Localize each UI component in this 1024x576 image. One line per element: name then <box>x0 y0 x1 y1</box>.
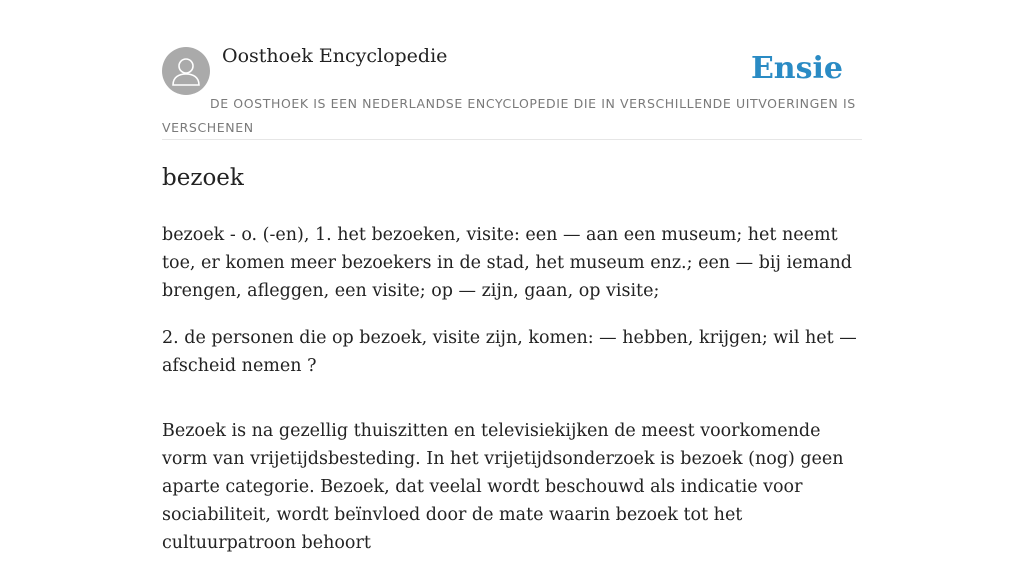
source-description: DE OOSTHOEK IS EEN NEDERLANDSE ENCYCLOPEDIE DIE IN VERSCHILLENDE UITVOERINGEN IS VERSCHENEN <box>162 96 856 135</box>
brand-logo-link[interactable]: Ensie <box>750 51 843 86</box>
article-paragraph: bezoek - o. (-en), 1. het bezoeken, visite: een — aan een museum; het neemt toe, er komen meer bezoekers in de stad, het museum enz.; een — bij iemand brengen, afleggen, een visite; op — zijn, gaan, op visite; <box>162 225 852 301</box>
source-name-link[interactable]: Oosthoek Encyclopedie <box>222 45 448 67</box>
source-header <box>162 40 862 140</box>
article-paragraph: 2. de personen die op bezoek, visite zijn, komen: — hebben, krijgen; wil het — afscheid nemen ? <box>162 328 857 376</box>
user-silhouette-icon[interactable] <box>162 47 210 95</box>
article-paragraph: Bezoek is na gezellig thuiszitten en televisiekijken de meest voorkomende vorm van vrijetijdsbesteding. In het vrijetijdsonderzoek is bezoek (nog) geen aparte categorie. Bezoek, dat veelal wordt beschouwd als indicatie voor sociabiliteit, wordt beïnvloed door de mate waarin bezoek tot het cultuurpatroon behoort <box>162 421 844 553</box>
article-title: bezoek <box>162 165 244 191</box>
article <box>162 162 864 576</box>
